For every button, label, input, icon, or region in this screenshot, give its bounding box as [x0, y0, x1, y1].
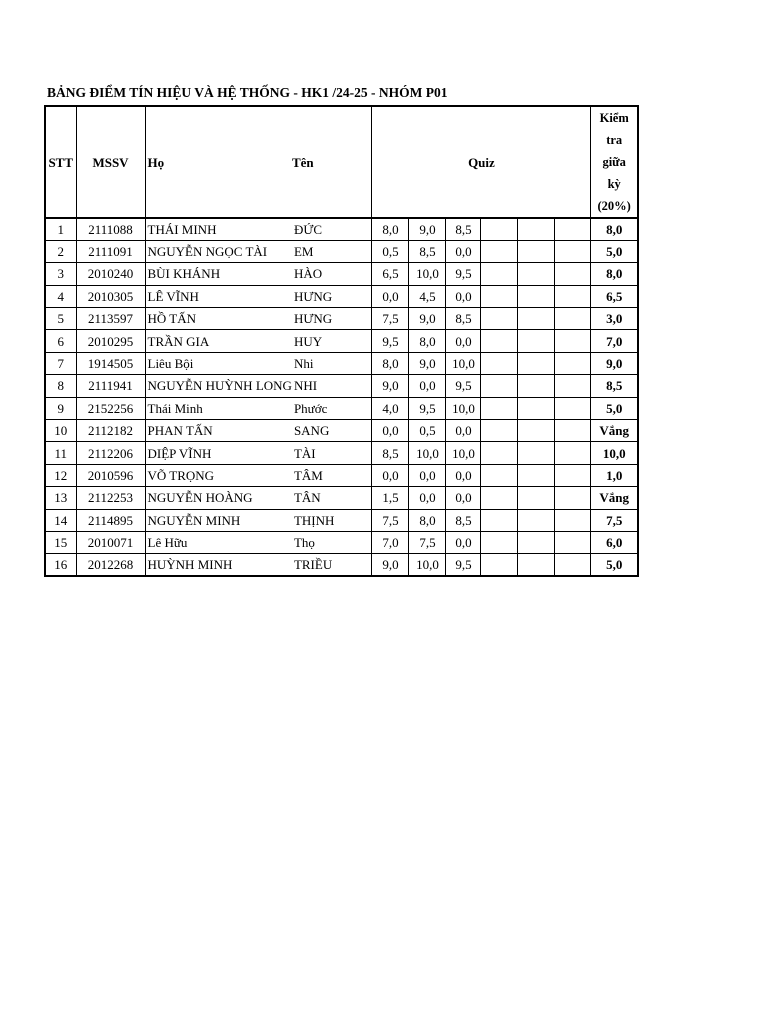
cell-quiz-4: [481, 375, 518, 397]
table-row: [45, 554, 638, 576]
cell-stt: 7: [45, 352, 76, 374]
cell-ho: Lê Hữu: [145, 531, 292, 553]
cell-quiz-5: [518, 218, 555, 240]
cell-quiz-3: 0,0: [446, 464, 481, 486]
cell-quiz-4: [481, 263, 518, 285]
header-ten: Tên: [292, 106, 372, 218]
cell-ho: NGUYỄN HUỲNH LONG: [145, 375, 292, 397]
table-row: [45, 240, 638, 262]
cell-mssv: 2010240: [76, 263, 145, 285]
table-row: [45, 397, 638, 419]
cell-midterm: 7,0: [591, 330, 638, 352]
cell-quiz-6: [555, 420, 591, 442]
cell-quiz-1: 8,0: [372, 218, 409, 240]
cell-quiz-1: 0,5: [372, 240, 409, 262]
cell-quiz-5: [518, 397, 555, 419]
cell-quiz-2: 8,0: [409, 509, 446, 531]
cell-quiz-5: [518, 442, 555, 464]
cell-ten: HÀO: [292, 263, 372, 285]
cell-mssv: 2010596: [76, 464, 145, 486]
cell-quiz-6: [555, 442, 591, 464]
cell-quiz-3: 9,5: [446, 554, 481, 576]
cell-ten: ĐỨC: [292, 218, 372, 240]
cell-quiz-2: 9,0: [409, 352, 446, 374]
cell-mssv: 2152256: [76, 397, 145, 419]
header-row: [45, 106, 638, 218]
cell-quiz-6: [555, 285, 591, 307]
cell-quiz-4: [481, 352, 518, 374]
cell-quiz-3: 0,0: [446, 330, 481, 352]
cell-ten: TÂN: [292, 487, 372, 509]
grades-table: [44, 105, 639, 577]
cell-quiz-6: [555, 218, 591, 240]
cell-mssv: 2114895: [76, 509, 145, 531]
cell-quiz-4: [481, 285, 518, 307]
sheet-title: BẢNG ĐIỂM TÍN HIỆU VÀ HỆ THỐNG - HK1 /24-25 - NHÓM P01: [47, 85, 448, 100]
cell-quiz-5: [518, 375, 555, 397]
cell-quiz-3: 10,0: [446, 442, 481, 464]
cell-quiz-2: 8,0: [409, 330, 446, 352]
cell-stt: 4: [45, 285, 76, 307]
cell-quiz-3: 0,0: [446, 531, 481, 553]
cell-quiz-4: [481, 442, 518, 464]
cell-quiz-6: [555, 464, 591, 486]
header-midterm-line: kỳ: [607, 177, 621, 191]
cell-quiz-3: 10,0: [446, 397, 481, 419]
cell-quiz-5: [518, 308, 555, 330]
grades-body: [45, 218, 638, 576]
cell-quiz-1: 0,0: [372, 420, 409, 442]
cell-quiz-4: [481, 509, 518, 531]
cell-quiz-1: 8,5: [372, 442, 409, 464]
cell-quiz-1: 9,0: [372, 554, 409, 576]
table-row: [45, 308, 638, 330]
cell-mssv: 2010071: [76, 531, 145, 553]
cell-quiz-6: [555, 308, 591, 330]
cell-ho: Thái Minh: [145, 397, 292, 419]
table-row: [45, 509, 638, 531]
cell-quiz-2: 0,0: [409, 487, 446, 509]
cell-midterm: 6,0: [591, 531, 638, 553]
cell-quiz-5: [518, 554, 555, 576]
header-quiz: Quiz: [372, 106, 591, 218]
cell-quiz-3: 10,0: [446, 352, 481, 374]
cell-stt: 13: [45, 487, 76, 509]
cell-quiz-3: 9,5: [446, 263, 481, 285]
cell-quiz-3: 8,5: [446, 218, 481, 240]
cell-quiz-2: 9,5: [409, 397, 446, 419]
cell-stt: 10: [45, 420, 76, 442]
table-row: [45, 531, 638, 553]
cell-ho: LÊ VĨNH: [145, 285, 292, 307]
cell-quiz-4: [481, 420, 518, 442]
cell-quiz-3: 8,5: [446, 308, 481, 330]
cell-ho: PHAN TẤN: [145, 420, 292, 442]
cell-quiz-2: 10,0: [409, 263, 446, 285]
cell-quiz-4: [481, 531, 518, 553]
cell-quiz-5: [518, 487, 555, 509]
cell-ho: NGUYỄN HOÀNG: [145, 487, 292, 509]
cell-quiz-5: [518, 263, 555, 285]
cell-quiz-6: [555, 352, 591, 374]
cell-midterm: Vắng: [591, 487, 638, 509]
header-ho: Họ: [145, 106, 292, 218]
cell-midterm: 3,0: [591, 308, 638, 330]
cell-ten: TÂM: [292, 464, 372, 486]
cell-quiz-5: [518, 352, 555, 374]
cell-ho: NGUYỄN NGỌC TÀI: [145, 240, 292, 262]
table-row: [45, 352, 638, 374]
cell-quiz-1: 6,5: [372, 263, 409, 285]
table-row: [45, 285, 638, 307]
table-row: [45, 218, 638, 240]
cell-quiz-2: 7,5: [409, 531, 446, 553]
header-midterm-line: (20%): [597, 199, 631, 213]
cell-quiz-6: [555, 397, 591, 419]
cell-quiz-1: 9,5: [372, 330, 409, 352]
cell-midterm: 10,0: [591, 442, 638, 464]
table-row: [45, 375, 638, 397]
cell-quiz-1: 0,0: [372, 285, 409, 307]
cell-quiz-2: 8,5: [409, 240, 446, 262]
cell-ten: THỊNH: [292, 509, 372, 531]
cell-ho: TRẦN GIA: [145, 330, 292, 352]
cell-ten: EM: [292, 240, 372, 262]
cell-mssv: 2112206: [76, 442, 145, 464]
cell-quiz-3: 8,5: [446, 509, 481, 531]
cell-stt: 3: [45, 263, 76, 285]
cell-midterm: 5,0: [591, 240, 638, 262]
cell-mssv: 2111088: [76, 218, 145, 240]
cell-mssv: 2113597: [76, 308, 145, 330]
cell-quiz-3: 0,0: [446, 487, 481, 509]
table-row: [45, 464, 638, 486]
cell-stt: 14: [45, 509, 76, 531]
cell-quiz-4: [481, 330, 518, 352]
cell-midterm: 8,0: [591, 218, 638, 240]
cell-quiz-5: [518, 509, 555, 531]
cell-midterm: 9,0: [591, 352, 638, 374]
cell-quiz-5: [518, 464, 555, 486]
cell-ten: HƯNG: [292, 285, 372, 307]
cell-mssv: 2111941: [76, 375, 145, 397]
cell-ten: HUY: [292, 330, 372, 352]
cell-midterm: 8,0: [591, 263, 638, 285]
table-row: [45, 263, 638, 285]
cell-mssv: 2010295: [76, 330, 145, 352]
header-midterm-line: giữa: [602, 155, 626, 169]
cell-quiz-1: 1,5: [372, 487, 409, 509]
cell-stt: 9: [45, 397, 76, 419]
cell-midterm: 5,0: [591, 397, 638, 419]
cell-quiz-3: 0,0: [446, 420, 481, 442]
cell-quiz-4: [481, 218, 518, 240]
cell-quiz-4: [481, 397, 518, 419]
cell-mssv: 1914505: [76, 352, 145, 374]
cell-ten: Nhi: [292, 352, 372, 374]
cell-quiz-6: [555, 240, 591, 262]
cell-midterm: 8,5: [591, 375, 638, 397]
cell-ten: Thọ: [292, 531, 372, 553]
cell-quiz-6: [555, 531, 591, 553]
cell-quiz-4: [481, 464, 518, 486]
cell-ho: HỒ TẤN: [145, 308, 292, 330]
header-midterm: [591, 106, 638, 218]
cell-quiz-1: 7,0: [372, 531, 409, 553]
cell-quiz-2: 9,0: [409, 308, 446, 330]
cell-stt: 12: [45, 464, 76, 486]
cell-quiz-4: [481, 487, 518, 509]
cell-quiz-1: 8,0: [372, 352, 409, 374]
cell-quiz-6: [555, 330, 591, 352]
table-row: [45, 420, 638, 442]
cell-stt: 1: [45, 218, 76, 240]
cell-mssv: 2112253: [76, 487, 145, 509]
table-row: [45, 330, 638, 352]
table-row: [45, 487, 638, 509]
cell-quiz-2: 10,0: [409, 554, 446, 576]
cell-quiz-1: 4,0: [372, 397, 409, 419]
header-stt: STT: [45, 106, 76, 218]
cell-quiz-5: [518, 285, 555, 307]
cell-midterm: 6,5: [591, 285, 638, 307]
cell-quiz-6: [555, 375, 591, 397]
cell-stt: 6: [45, 330, 76, 352]
cell-ho: Liêu Bội: [145, 352, 292, 374]
cell-mssv: 2112182: [76, 420, 145, 442]
cell-mssv: 2111091: [76, 240, 145, 262]
cell-quiz-6: [555, 509, 591, 531]
cell-quiz-4: [481, 308, 518, 330]
cell-quiz-5: [518, 420, 555, 442]
cell-quiz-1: 7,5: [372, 509, 409, 531]
cell-quiz-2: 0,5: [409, 420, 446, 442]
cell-quiz-6: [555, 487, 591, 509]
cell-quiz-2: 9,0: [409, 218, 446, 240]
cell-ho: HUỲNH MINH: [145, 554, 292, 576]
cell-quiz-1: 9,0: [372, 375, 409, 397]
cell-ho: NGUYỄN MINH: [145, 509, 292, 531]
cell-midterm: 5,0: [591, 554, 638, 576]
cell-quiz-5: [518, 240, 555, 262]
cell-ho: DIỆP VĨNH: [145, 442, 292, 464]
cell-quiz-5: [518, 531, 555, 553]
cell-quiz-3: 9,5: [446, 375, 481, 397]
cell-midterm: 7,5: [591, 509, 638, 531]
cell-stt: 8: [45, 375, 76, 397]
cell-ten: TRIỀU: [292, 554, 372, 576]
cell-ho: VÕ TRỌNG: [145, 464, 292, 486]
cell-ho: BÙI KHÁNH: [145, 263, 292, 285]
cell-ten: TÀI: [292, 442, 372, 464]
cell-stt: 11: [45, 442, 76, 464]
cell-stt: 15: [45, 531, 76, 553]
cell-quiz-4: [481, 240, 518, 262]
cell-quiz-1: 0,0: [372, 464, 409, 486]
cell-quiz-1: 7,5: [372, 308, 409, 330]
cell-quiz-6: [555, 263, 591, 285]
cell-ten: HƯNG: [292, 308, 372, 330]
cell-mssv: 2012268: [76, 554, 145, 576]
cell-quiz-2: 4,5: [409, 285, 446, 307]
cell-mssv: 2010305: [76, 285, 145, 307]
cell-quiz-2: 0,0: [409, 464, 446, 486]
header-midterm-line: Kiểm: [599, 111, 629, 125]
cell-midterm: 1,0: [591, 464, 638, 486]
cell-stt: 16: [45, 554, 76, 576]
cell-ten: Phước: [292, 397, 372, 419]
cell-quiz-2: 0,0: [409, 375, 446, 397]
table-row: [45, 442, 638, 464]
cell-midterm: Vắng: [591, 420, 638, 442]
cell-quiz-3: 0,0: [446, 240, 481, 262]
cell-quiz-5: [518, 330, 555, 352]
cell-ten: NHI: [292, 375, 372, 397]
cell-quiz-6: [555, 554, 591, 576]
cell-stt: 5: [45, 308, 76, 330]
cell-quiz-3: 0,0: [446, 285, 481, 307]
cell-stt: 2: [45, 240, 76, 262]
header-mssv: MSSV: [76, 106, 145, 218]
cell-ho: THÁI MINH: [145, 218, 292, 240]
cell-quiz-4: [481, 554, 518, 576]
cell-quiz-2: 10,0: [409, 442, 446, 464]
cell-ten: SANG: [292, 420, 372, 442]
header-midterm-line: tra: [606, 133, 623, 147]
